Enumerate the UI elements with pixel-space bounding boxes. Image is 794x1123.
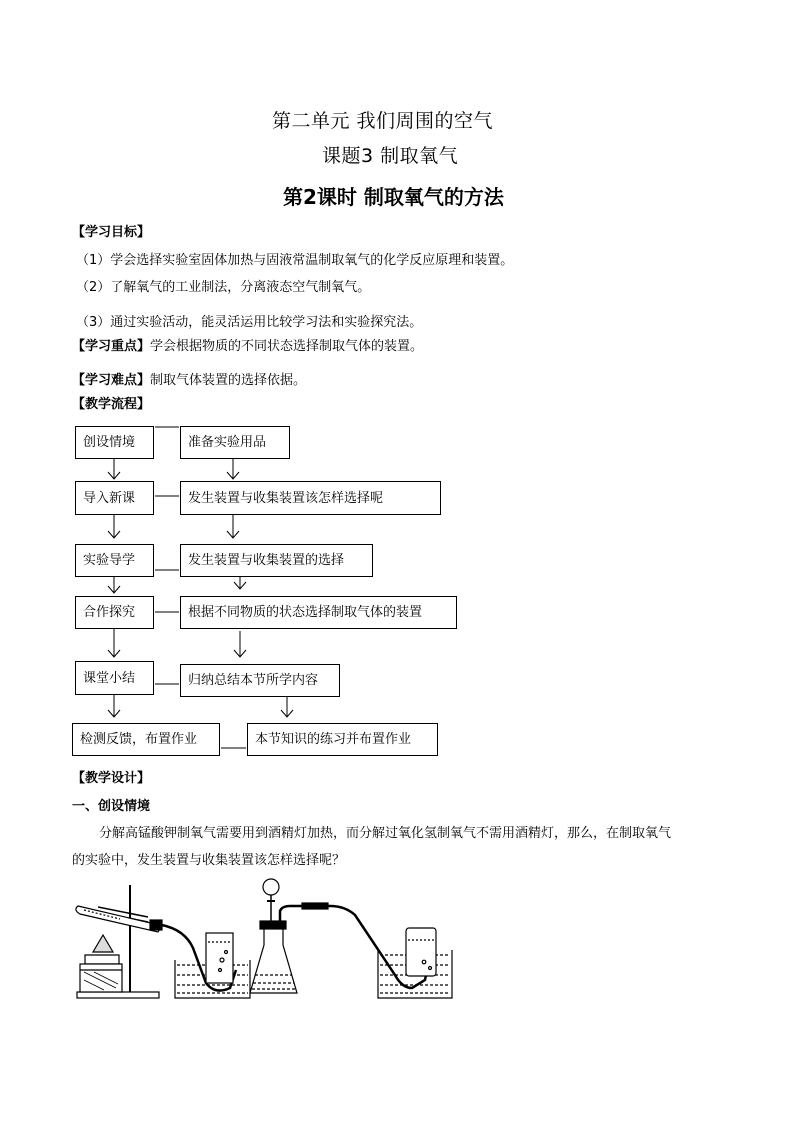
objective-item-1: （1）学会选择实验室固体加热与固液常温制取氧气的化学反应原理和装置。: [76, 253, 514, 268]
flow-step-experiment-guide: 实验导学: [75, 544, 154, 577]
flow-detail-choose-by-state: 根据不同物质的状态选择制取气体的装置: [180, 596, 457, 629]
lesson-title: 课题3 制取氧气: [322, 145, 459, 167]
period-title: 第2课时 制取氧气的方法: [283, 185, 504, 209]
objective-item-3: （3）通过实验活动，能灵活运用比较学习法和实验探究法。: [76, 315, 423, 330]
flow-step-feedback-homework: 检测反馈，布置作业: [72, 723, 220, 756]
difficulty-label: 【学习难点】: [72, 373, 151, 388]
key-point-label: 【学习重点】: [72, 339, 151, 354]
flow-step-introduce-lesson: 导入新课: [75, 481, 154, 515]
section-create-scenario: 一、创设情境: [72, 799, 151, 814]
flow-detail-practice-homework: 本节知识的练习并布置作业: [247, 723, 438, 756]
objective-item-2: （2）了解氧气的工业制法，分离液态空气制氧气。: [76, 280, 371, 295]
unit-title: 第二单元 我们周围的空气: [272, 110, 494, 132]
difficulty-text: 制取气体装置的选择依据。: [150, 373, 307, 388]
objectives-heading: 【学习目标】: [72, 225, 151, 240]
flow-detail-how-to-choose: 发生装置与收集装置该怎样选择呢: [180, 481, 441, 515]
design-heading: 【教学设计】: [72, 771, 151, 786]
flow-heading: 【教学流程】: [72, 397, 151, 412]
flow-step-cooperative-inquiry: 合作探究: [75, 596, 154, 629]
key-point-text: 学会根据物质的不同状态选择制取气体的装置。: [150, 339, 424, 354]
flow-detail-prepare-materials: 准备实验用品: [180, 426, 290, 459]
scenario-paragraph-line2: 的实验中，发生装置与收集装置该怎样选择呢？: [72, 853, 346, 868]
scenario-paragraph-line1: 分解高锰酸钾制氧气需要用到酒精灯加热，而分解过氧化氢制氧气不需用酒精灯，那么，在制取氧气: [99, 826, 672, 841]
flow-detail-summarize: 归纳总结本节所学内容: [180, 664, 340, 697]
flow-detail-device-selection: 发生装置与收集装置的选择: [180, 544, 373, 577]
flow-step-class-summary: 课堂小结: [75, 661, 154, 695]
flow-step-create-scenario: 创设情境: [75, 426, 154, 459]
